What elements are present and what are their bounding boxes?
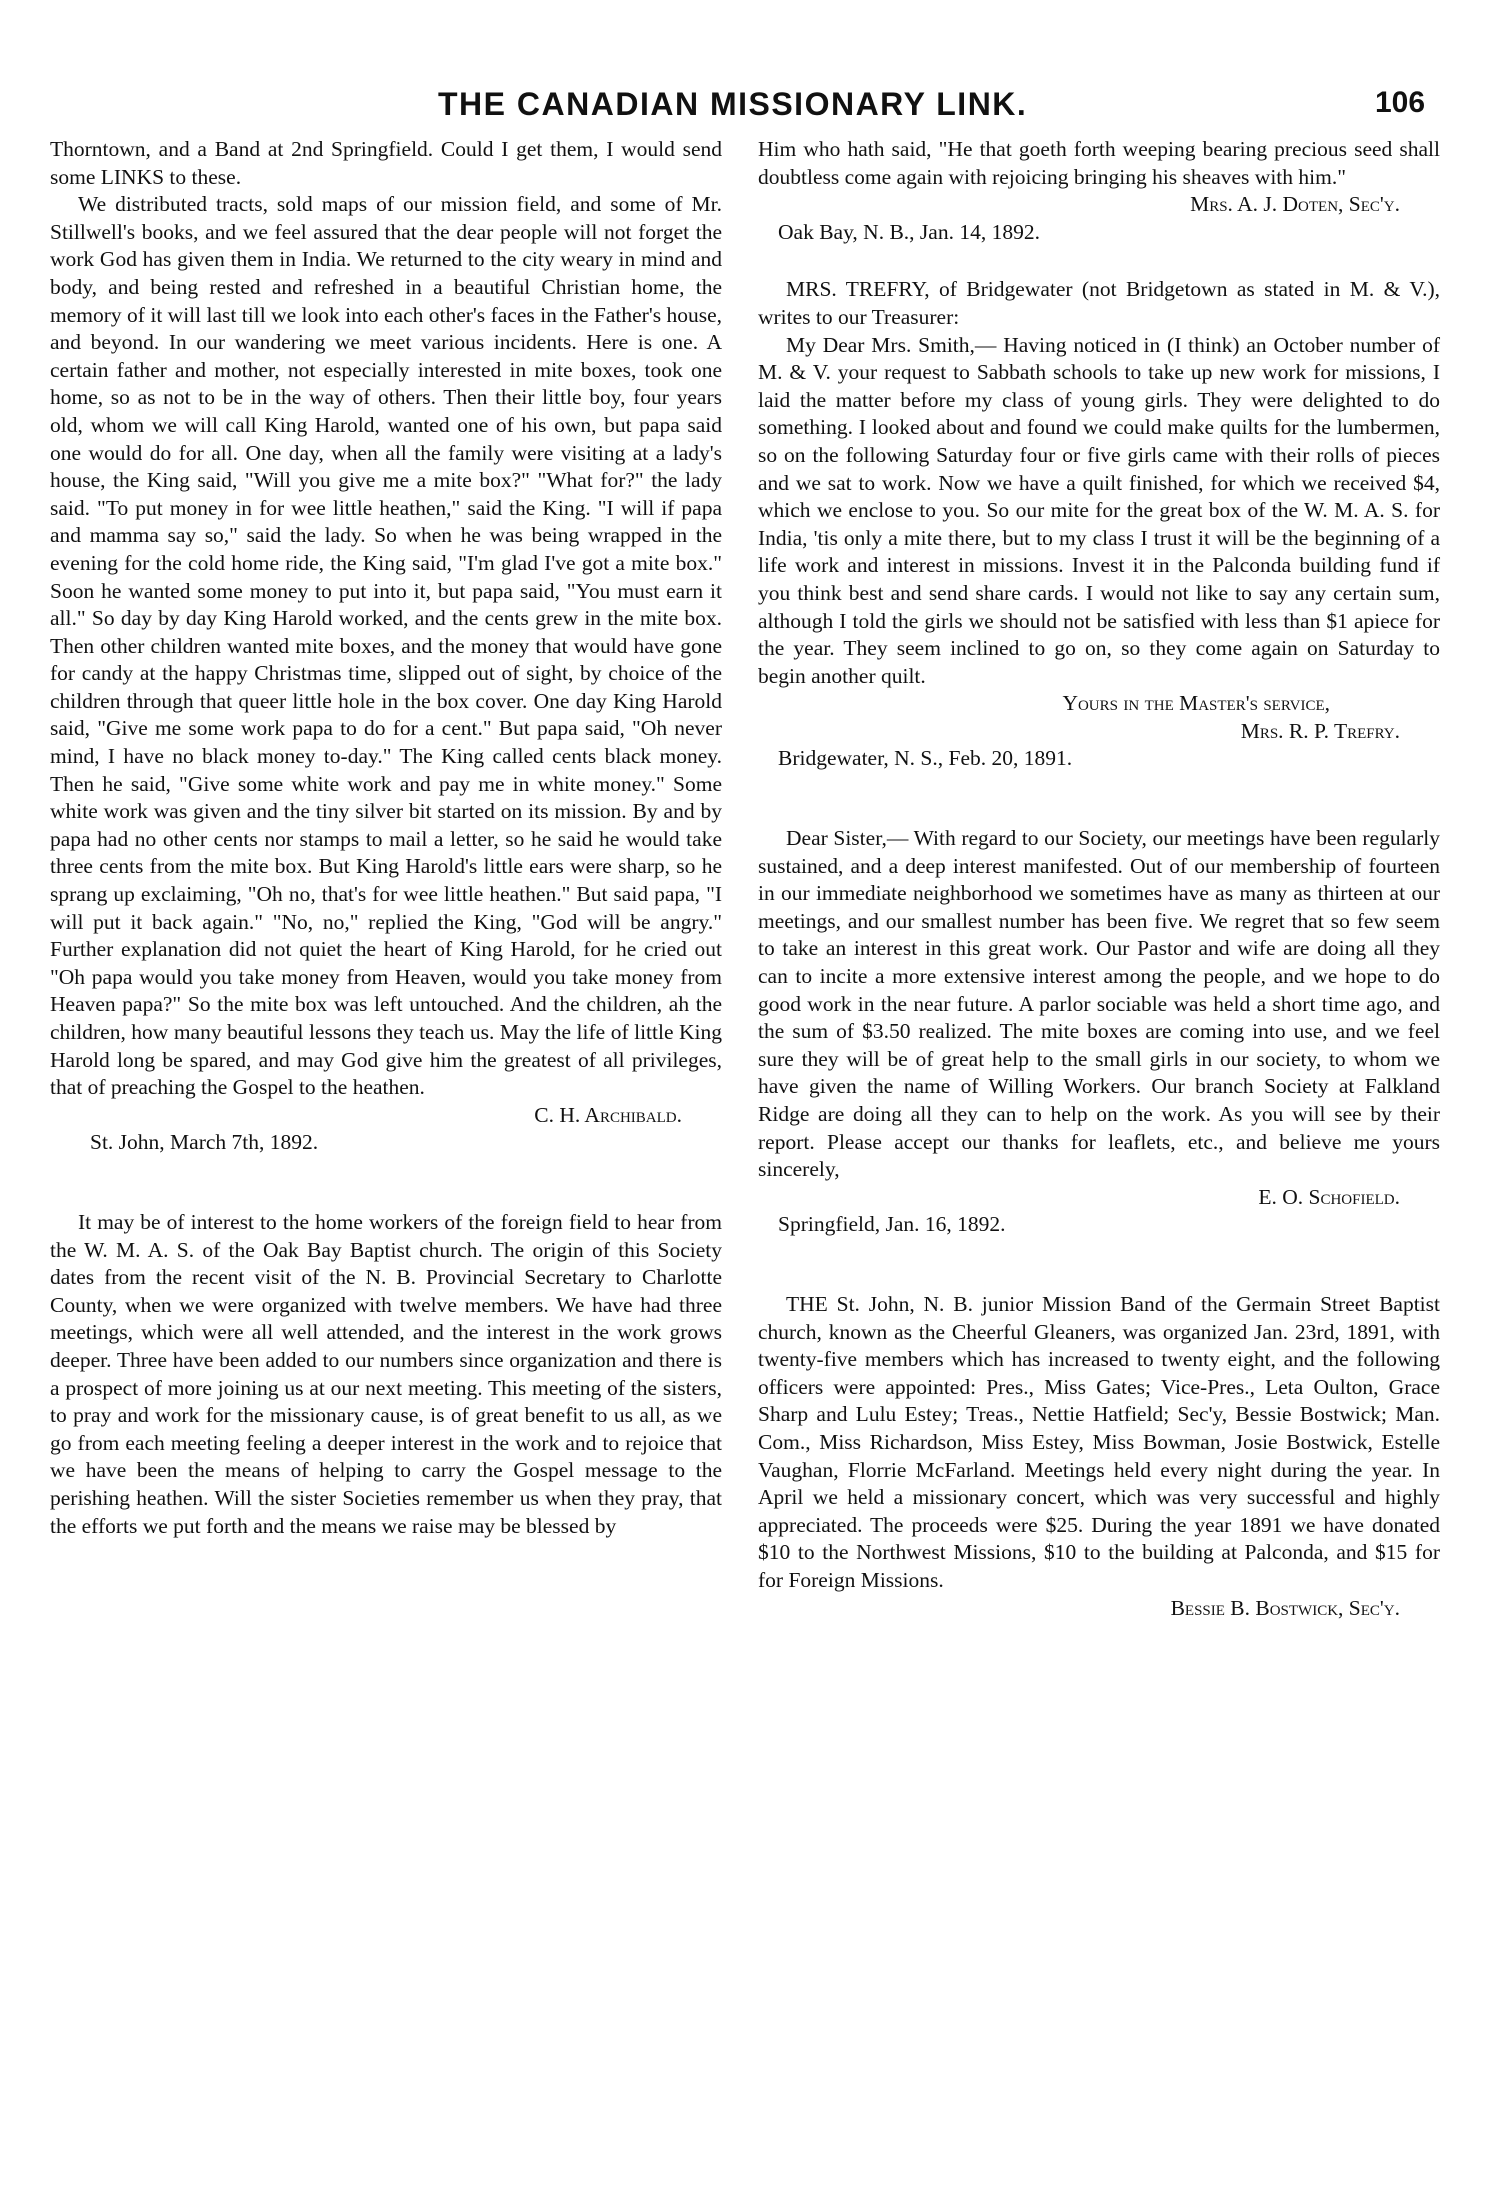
letter-closing: Yours in the Master's service,: [1062, 691, 1330, 716]
periodical-title: THE CANADIAN MISSIONARY LINK.: [438, 86, 1028, 122]
trefry-letter: My Dear Mrs. Smith,— Having noticed in (I think) an October number of M. & V. your request to Sabbath schools to take up new work for missions, I laid the matter before my class of young girls. They were delighted to do something. I looked about and found we could make quilts for the lumbermen, so on the following Saturday four or five girls came with their rolls of pieces and we sat to work. Now we have a quilt finished, for which we received $4, which we enclose to you. So our mite for the great box of the W. M. A. S. for India, 'tis only a mite there, but to my class I trust it will be the beginning of a life work and interest in missions. Invest it in the Palconda building fund if you think best and send share cards. I would not like to say any certain sum, although I told the girls we should not be satisfied with less than $1 apiece for the year. They seem inclined to go on, so they come again on Saturday to begin another quilt.: [758, 332, 1440, 688]
page-number: 106: [1375, 86, 1426, 119]
left-column: [50, 136, 722, 1540]
trefry-intro: MRS. TREFRY, of Bridgewater (not Bridgetown as stated in M. & V.), writes to our Treasurer:: [758, 277, 1440, 329]
oak-bay-report: It may be of interest to the home workers of the foreign field to hear from the W. M. A. S. of the Oak Bay Baptist church. The origin of this Society dates from the recent visit of the N. B. Provincial Secretary to Charlotte County, when we were organized with twelve members. We have had three meetings, which were all well attended, and the interest in the work grows deeper. Three have been added to our numbers since organization and there is a prospect of more joining us at our next meeting. This meeting of the sisters, to pray and work for the missionary cause, is of great benefit to us all, as we go from each meeting feeling a deeper interest in the work and to rejoice that we have been the means of helping to carry the Gospel message to the perishing heathen. Will the sister Societies remember us when they pray, that the efforts we put forth and the means we raise may be blessed by: [50, 1209, 722, 1538]
cheerful-gleaners-report: THE St. John, N. B. junior Mission Band of the Germain Street Baptist church, known as the Cheerful Gleaners, was organized Jan. 23rd, 1891, with twenty-five members which has increased to twenty eight, and the following officers were appointed: Pres., Miss Gates; Vice-Pres., Leta Oulton, Grace Sharp and Lulu Estey; Treas., Nettie Hatfield; Sec'y, Bessie Bostwick; Man. Com., Miss Richardson, Miss Estey, Miss Bowman, Josie Bostwick, Estelle Vaughan, Florrie McFarland. Meetings held every night during the year. In April we held a missionary concert, which was very successful and highly appreciated. The proceeds were $25. During the year 1891 we have donated $10 to the Northwest Missions, $10 to the building at Palconda, and $15 for for Foreign Missions.: [758, 1291, 1440, 1592]
signature-schofield: E. O. Schofield.: [1258, 1184, 1400, 1209]
springfield-letter: Dear Sister,— With regard to our Society, our meetings have been regularly sustained, and a deep interest manifested. Out of our membership of fourteen in our immediate neighborhood we sometimes have as many as thirteen at our meetings, and our smallest number has been five. We regret that so few seem to take an interest in this great work. Our Pastor and wife are doing all they can to incite a more extensive interest among the people, and we hope to do good work in the near future. A parlor sociable was held a short time ago, and the sum of $3.50 realized. The mite boxes are coming into use, and we feel sure they will be of great help to the small girls in our society, to whom we have given the name of Willing Workers. Our branch Society at Falkland Ridge are doing all they can to help on the work. As you will see by their report. Please accept our thanks for leaflets, etc., and believe me yours sincerely,: [758, 826, 1440, 1182]
right-column: [758, 136, 1440, 1622]
oak-bay-report-end: Him who hath said, "He that goeth forth weeping bearing precious seed shall doubtless come again with rejoicing bringing his sheaves with him.": [758, 137, 1440, 189]
page-header: [0, 82, 1497, 132]
signature-archibald: C. H. Archibald.: [534, 1102, 682, 1127]
dateline-bridgewater: Bridgewater, N. S., Feb. 20, 1891.: [778, 746, 1073, 771]
signature-trefry: Mrs. R. P. Trefry.: [1240, 718, 1400, 743]
dateline-st-john: St. John, March 7th, 1892.: [90, 1130, 319, 1155]
signature-doten: Mrs. A. J. Doten, Sec'y.: [1190, 192, 1400, 217]
article-continuation: Thorntown, and a Band at 2nd Springfield. Could I get them, I would send some LINKS to these.: [50, 137, 722, 189]
dateline-springfield: Springfield, Jan. 16, 1892.: [778, 1212, 1006, 1237]
signature-bostwick: Bessie B. Bostwick, Sec'y.: [1170, 1595, 1400, 1620]
king-harold-story: We distributed tracts, sold maps of our mission field, and some of Mr. Stillwell's books, and we feel assured that the dear people will not forget the work God has given them in India. We returned to the city weary in mind and body, and being rested and refreshed in a beautiful Christian home, the memory of it will last till we look into each other's faces in the Father's house, and beyond. In our wandering we meet various incidents. Here is one. A certain father and mother, not especially interested in mite boxes, took one home, so as not to be in the way of others. Then their little boy, four years old, whom we will call King Harold, wanted one of his own, but papa said one would do for all. One day, when all the family were visiting at a lady's house, the King said, "Will you give me a mite box?" "What for?" the lady said. "To put money in for wee little heathen," said the King. "I will if papa and mamma say so," said the lady. So when he was being wrapped in the evening for the cold home ride, the King said, "I'm glad I've got a mite box." Soon he wanted some money to put into it, but papa said, "You must earn it all." So day by day King Harold worked, and the cents grew in the mite box. Then other children wanted mite boxes, and the money that would have gone for candy at the happy Christmas time, slipped out of sight, by choice of the children through that queer little hole in the box cover. One day King Harold said, "Give me some work papa to do for a cent." But papa said, "Oh never mind, I have no black money to-day." The King called cents black money. Then he said, "Give some white work and pay me in white money." Some white work was given and the tiny silver bit started on its mission. By and by papa had no other cents nor stamps to mail a letter, so he said he would take three cents from the mite box. But King Harold's little ears were sharp, so he sprang up exclaiming, "Oh no, that's for wee little heathen." But said papa, "I will put it back again." "No, no," replied the King, "God will be angry." Further explanation did not quiet the heart of King Harold, for he cried out "Oh papa would you take money from Heaven, would you take money from Heaven papa?" So the mite box was left untouched. And the children, ah the children, how many beautiful lessons they teach us. May the life of little King Harold long be spared, and may God give him the greatest of all privileges, that of preaching the Gospel to the heathen.: [50, 192, 722, 1100]
dateline-oak-bay: Oak Bay, N. B., Jan. 14, 1892.: [778, 219, 1040, 244]
